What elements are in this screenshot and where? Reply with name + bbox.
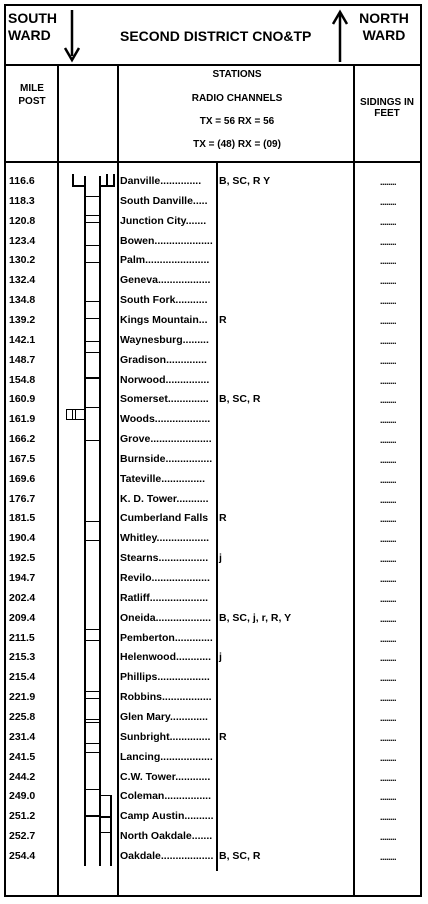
station-name-cell: Junction City....... xyxy=(120,215,207,227)
siding-length-cell: ........ xyxy=(379,832,396,842)
radio-tx-rx-secondary: TX = (48) RX = (09) xyxy=(193,139,281,150)
station-name-cell: North Oakdale....... xyxy=(120,830,213,842)
milepost-cell: 194.7 xyxy=(9,572,36,584)
danville-spur-connector xyxy=(99,185,115,187)
milepost-cell: 132.4 xyxy=(9,274,36,286)
woods-siding-box xyxy=(72,409,86,420)
siding-length-cell: ........ xyxy=(379,773,396,783)
sidings-column-header: SIDINGS IN FEET xyxy=(360,97,414,119)
track-column-rule xyxy=(117,64,119,897)
radio-channel-cell: R xyxy=(219,512,227,524)
siding-length-cell: ........ xyxy=(379,336,396,346)
station-name-cell: K. D. Tower........... xyxy=(120,493,209,505)
siding-length-cell: ........ xyxy=(379,653,396,663)
milepost-cell: 215.3 xyxy=(9,651,36,663)
milepost-cell: 116.6 xyxy=(9,175,35,187)
station-name-cell: Ratliff.................... xyxy=(120,592,209,604)
siding-length-cell: ........ xyxy=(379,217,396,227)
milepost-cell: 192.5 xyxy=(9,552,36,564)
header-divider xyxy=(4,64,422,66)
siding-length-cell: ........ xyxy=(379,256,396,266)
station-name-cell: South Danville..... xyxy=(120,195,208,207)
column-header-divider xyxy=(4,161,422,163)
siding-box xyxy=(84,196,101,216)
milepost-cell: 160.9 xyxy=(9,393,36,405)
station-name-cell: Burnside................ xyxy=(120,453,213,465)
radio-channel-cell: R xyxy=(219,314,227,326)
south-ward-label: SOUTH WARD xyxy=(8,10,57,43)
radio-channel-cell: R xyxy=(219,731,227,743)
siding-box xyxy=(84,540,101,630)
milepost-cell: 166.2 xyxy=(9,433,36,445)
station-name-cell: Oakdale.................. xyxy=(120,850,214,862)
siding-length-cell: ........ xyxy=(379,475,396,485)
north-ward-label: NORTH WARD xyxy=(359,10,409,43)
siding-box xyxy=(84,222,101,246)
siding-box xyxy=(84,378,101,408)
siding-length-cell: ........ xyxy=(379,495,396,505)
milepost-cell: 154.8 xyxy=(9,374,36,386)
siding-length-cell: ........ xyxy=(379,177,396,187)
station-name-cell: Oneida................... xyxy=(120,612,212,624)
milepost-cell: 254.4 xyxy=(9,850,36,862)
milepost-cell: 130.2 xyxy=(9,254,36,266)
siding-length-cell: ........ xyxy=(379,574,396,584)
station-name-cell: Pemberton............. xyxy=(120,632,213,644)
station-name-cell: Somerset.............. xyxy=(120,393,209,405)
milepost-cell: 134.8 xyxy=(9,294,36,306)
milepost-cell: 209.4 xyxy=(9,612,36,624)
station-name-cell: Kings Mountain... xyxy=(120,314,208,326)
radio-channel-cell: B, SC, R Y xyxy=(219,175,271,187)
siding-length-cell: ........ xyxy=(379,594,396,604)
siding-length-cell: ........ xyxy=(379,673,396,683)
milepost-cell: 123.4 xyxy=(9,235,36,247)
siding-length-cell: ........ xyxy=(379,534,396,544)
siding-length-cell: ........ xyxy=(379,713,396,723)
milepost-column-header: MILE POST xyxy=(18,83,46,107)
station-name-cell: Revilo.................... xyxy=(120,572,210,584)
siding-length-cell: ........ xyxy=(379,792,396,802)
siding-length-cell: ........ xyxy=(379,276,396,286)
station-name-cell: Cumberland Falls xyxy=(120,512,209,524)
milepost-cell: 120.8 xyxy=(9,215,36,227)
milepost-cell: 181.5 xyxy=(9,512,36,524)
milepost-cell: 211.5 xyxy=(9,632,35,644)
siding-length-cell: ........ xyxy=(379,634,396,644)
milepost-cell: 167.5 xyxy=(9,453,36,465)
south-arrow-icon xyxy=(62,8,82,64)
milepost-cell: 221.9 xyxy=(9,691,36,703)
oakdale-branch-track xyxy=(110,795,112,866)
siding-box xyxy=(84,722,101,744)
station-name-cell: Coleman................ xyxy=(120,790,212,802)
milepost-cell: 241.5 xyxy=(9,751,36,763)
milepost-cell: 225.8 xyxy=(9,711,36,723)
milepost-cell: 176.7 xyxy=(9,493,36,505)
radio-tx-rx-primary: TX = 56 RX = 56 xyxy=(199,116,275,127)
milepost-cell: 190.4 xyxy=(9,532,36,544)
siding-length-cell: ........ xyxy=(379,356,396,366)
radio-channel-cell: B, SC, R xyxy=(219,850,261,862)
siding-length-cell: ........ xyxy=(379,693,396,703)
siding-length-cell: ........ xyxy=(379,435,396,445)
north-arrow-icon xyxy=(330,8,350,64)
siding-length-cell: ........ xyxy=(379,514,396,524)
station-name-cell: Waynesburg......... xyxy=(120,334,209,346)
station-name-cell: Palm...................... xyxy=(120,254,210,266)
siding-length-cell: ........ xyxy=(379,455,396,465)
siding-length-cell: ........ xyxy=(379,296,396,306)
station-name-cell: Bowen.................... xyxy=(120,235,213,247)
track-crossover xyxy=(85,815,100,817)
siding-box xyxy=(84,318,101,342)
station-name-cell: Phillips.................. xyxy=(120,671,210,683)
radio-channel-cell: B, SC, R xyxy=(219,393,261,405)
siding-length-cell: ........ xyxy=(379,614,396,624)
radio-channels-header: RADIO CHANNELS xyxy=(191,93,283,104)
station-name-cell: Gradison.............. xyxy=(120,354,207,366)
siding-length-cell: ........ xyxy=(379,197,396,207)
milepost-cell: 244.2 xyxy=(9,771,36,783)
siding-box xyxy=(84,640,101,692)
siding-length-cell: ........ xyxy=(379,812,396,822)
milepost-cell: 148.7 xyxy=(9,354,36,366)
milepost-cell: 169.6 xyxy=(9,473,36,485)
station-name-cell: South Fork........... xyxy=(120,294,208,306)
station-name-cell: Lancing.................. xyxy=(120,751,213,763)
siding-box xyxy=(84,352,101,378)
milepost-cell: 252.7 xyxy=(9,830,36,842)
milepost-cell: 231.4 xyxy=(9,731,36,743)
siding-box xyxy=(84,262,101,302)
siding-length-cell: ........ xyxy=(379,733,396,743)
station-name-cell: Tateville............... xyxy=(120,473,205,485)
siding-length-cell: ........ xyxy=(379,554,396,564)
milepost-cell: 118.3 xyxy=(9,195,35,207)
station-name-cell: Helenwood............ xyxy=(120,651,212,663)
siding-length-cell: ........ xyxy=(379,316,396,326)
milepost-cell: 249.0 xyxy=(9,790,36,802)
station-name-cell: Norwood............... xyxy=(120,374,210,386)
radio-channel-cell: j xyxy=(219,651,222,663)
radio-channel-cell: B, SC, j, r, R, Y xyxy=(219,612,292,624)
milepost-cell: 142.1 xyxy=(9,334,36,346)
station-name-cell: Whitley.................. xyxy=(120,532,210,544)
stations-column-header: STATIONS xyxy=(212,69,262,80)
station-name-cell: Camp Austin.......... xyxy=(120,810,214,822)
siding-length-cell: ........ xyxy=(379,753,396,763)
siding-length-cell: ........ xyxy=(379,376,396,386)
siding-length-cell: ........ xyxy=(379,415,396,425)
station-name-cell: Grove..................... xyxy=(120,433,212,445)
milepost-cell: 251.2 xyxy=(9,810,36,822)
station-name-cell: Stearns................. xyxy=(120,552,209,564)
station-name-cell: Danville.............. xyxy=(120,175,202,187)
milepost-cell: 215.4 xyxy=(9,671,36,683)
radio-channel-cell: j xyxy=(219,552,222,564)
siding-box xyxy=(84,698,101,720)
siding-box xyxy=(84,440,101,522)
station-channel-rule xyxy=(216,161,218,871)
station-name-cell: Geneva.................. xyxy=(120,274,211,286)
milepost-column-rule xyxy=(57,64,59,897)
station-name-cell: Woods................... xyxy=(120,413,211,425)
station-name-cell: Sunbright.............. xyxy=(120,731,211,743)
page-title: SECOND DISTRICT CNO&TP xyxy=(120,28,312,44)
siding-length-cell: ........ xyxy=(379,395,396,405)
milepost-cell: 161.9 xyxy=(9,413,36,425)
danville-yard-connector xyxy=(72,185,86,187)
siding-length-cell: ........ xyxy=(379,237,396,247)
station-name-cell: Robbins................. xyxy=(120,691,212,703)
milepost-cell: 202.4 xyxy=(9,592,36,604)
milepost-cell: 139.2 xyxy=(9,314,36,326)
sidings-column-rule xyxy=(353,64,355,897)
station-name-cell: C.W. Tower............ xyxy=(120,771,211,783)
siding-length-cell: ........ xyxy=(379,852,396,862)
siding-box xyxy=(84,752,101,790)
station-name-cell: Glen Mary............. xyxy=(120,711,208,723)
